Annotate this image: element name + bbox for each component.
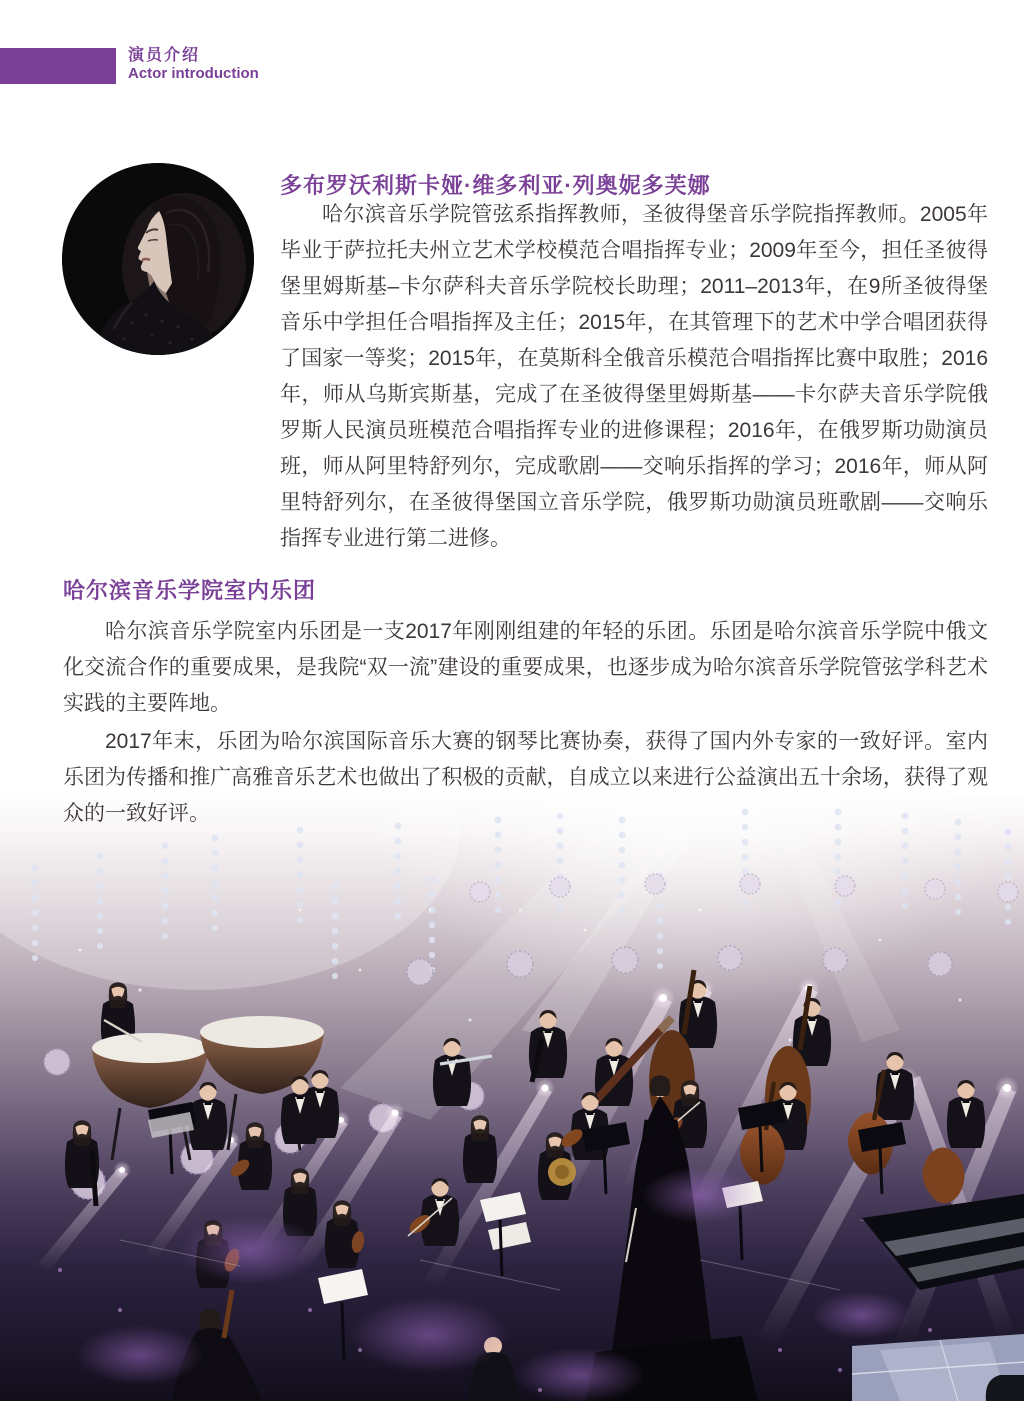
header-title-en: Actor introduction <box>128 65 259 82</box>
header-title-zh: 演员介绍 <box>128 47 201 64</box>
artist-bio-paragraph: 哈尔滨音乐学院管弦系指挥教师，圣彼得堡音乐学院指挥教师。2005年毕业于萨拉托夫州立艺术学校模范合唱指挥专业；2009年至今，担任圣彼得堡里姆斯基–卡尔萨科夫音乐学院校长助理；2011–2013年，在9所圣彼得堡音乐中学担任合唱指挥及主任；2015年，在其管理下的艺术中学合唱团获得了国家一等奖；2015年，在莫斯科全俄音乐模范合唱指挥比赛中取胜；2016年，师从乌斯宾斯基，完成了在圣彼得堡里姆斯基——卡尔萨夫音乐学院俄罗斯人民演员班模范合唱指挥专业的进修课程；2016年，在俄罗斯功勋演员班，师从阿里特舒列尔，完成歌剧——交响乐指挥的学习；2016年，师从阿里特舒列尔，在圣彼得堡国立音乐学院，俄罗斯功勋演员班歌剧——交响乐指挥专业进行第二进修。 <box>280 203 988 550</box>
ensemble-paragraph-1: 哈尔滨音乐学院室内乐团是一支2017年刚刚组建的年轻的乐团。乐团是哈尔滨音乐学院中俄文化交流合作的重要成果，是我院“双一流”建设的重要成果，也逐步成为哈尔滨音乐学院管弦学科艺术实践的主要阵地。 <box>63 620 988 715</box>
ensemble-heading: 哈尔滨音乐学院室内乐团 <box>63 578 317 603</box>
orchestra-illustration <box>0 790 1024 1401</box>
orchestra-photo <box>0 790 1024 1401</box>
artist-portrait-photo <box>62 163 254 355</box>
ensemble-paragraph-2: 2017年末，乐团为哈尔滨国际音乐大赛的钢琴比赛协奏，获得了国内外专家的一致好评。室内乐团为传播和推广高雅音乐艺术也做出了积极的贡献，自成立以来进行公益演出五十余场，获得了观众的一致好评。 <box>63 730 988 825</box>
purple-tag-block <box>0 48 116 84</box>
portrait-illustration <box>62 163 254 355</box>
page-header <box>128 47 259 83</box>
artist-name: 多布罗沃利斯卡娅·维多利亚·列奥妮多芙娜 <box>280 173 711 198</box>
ensemble-section <box>63 574 988 834</box>
